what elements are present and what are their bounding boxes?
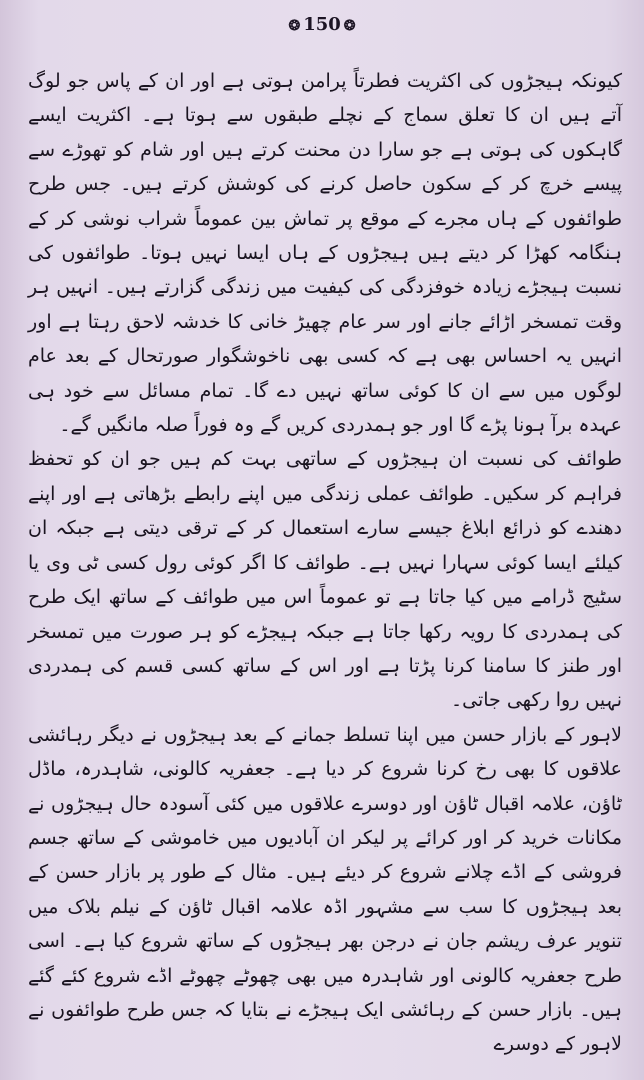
ornament-right-icon: ❂	[343, 18, 356, 34]
body-text	[28, 64, 622, 1062]
page-number	[0, 14, 644, 35]
paragraph-2: طوائف کی نسبت ان ہیجڑوں کے ساتھی بہت کم ہیں جو ان کو تحفظ فراہم کر سکیں۔ طوائف عملی زندگی میں اپنے رابطے بڑھاتی ہے اور اپنے دھندے کو ذرائع ابلاغ جیسے سارے استعمال کر کے ترقی دیتی ہے جبکہ ان کیلئے ایسا کوئی سہارا نہیں ہے۔ طوائف کا اگر کوئی رول کسی ٹی وی یا سٹیج ڈرامے میں کیا جاتا ہے تو عموماً اس میں طوائف کے ساتھ ایک طرح کی ہمدردی کا رویہ رکھا جاتا ہے جبکہ ہیجڑے کو ہر صورت میں تمسخر اور طنز کا سامنا کرنا پڑتا ہے اور اس کے ساتھ کسی قسم کی ہمدردی نہیں روا رکھی جاتی۔	[28, 448, 622, 712]
ornament-left-icon: ❂	[288, 18, 301, 34]
paragraph-3: لاہور کے بازار حسن میں اپنا تسلط جمانے کے بعد ہیجڑوں نے دیگر رہائشی علاقوں کا بھی رخ کرنا شروع کر دیا ہے۔ جعفریہ کالونی، شاہدرہ، ماڈل ٹاؤن، علامہ اقبال ٹاؤن اور دوسرے علاقوں میں کئی آسودہ حال ہیجڑوں نے مکانات خرید کر اور کرائے پر لیکر ان آبادیوں میں خاموشی کے ساتھ جسم فروشی کے اڈے چلانے شروع کر دیئے ہیں۔ مثال کے طور پر بازار حسن کے بعد ہیجڑوں کا سب سے مشہور اڈہ علامہ اقبال ٹاؤن کے نیلم بلاک میں تنویر عرف ریشم جان نے درجن بھر ہیجڑوں کے ساتھ شروع کیا ہے۔ اسی طرح جعفریہ کالونی اور شاہدرہ میں بھی چھوٹے چھوٹے اڈے شروع کئے گئے ہیں۔ بازار حسن کے رہائشی ایک ہیجڑے نے بتایا کہ جس طرح طوائفوں نے لاہور کے دوسرے	[28, 723, 622, 1056]
paragraph-1: کیونکہ ہیجڑوں کی اکثریت فطرتاً پرامن ہوتی ہے اور ان کے پاس جو لوگ آتے ہیں ان کا تعلق سماج کے نچلے طبقوں سے ہوتا ہے۔ اکثریت ایسے گاہکوں کی ہوتی ہے جو سارا دن محنت کرتے ہیں اور شام کو تھوڑے سے پیسے خرچ کر کے سکون حاصل کرنے کی کوشش کرتے ہیں۔ جس طرح طوائفوں کے ہاں مجرے کے موقع پر تماش بین عموماً شراب نوشی کر کے ہنگامہ کھڑا کر دیتے ہیں ہیجڑوں کے ہاں ایسا نہیں ہوتا۔ طوائفوں کی نسبت ہیجڑے زیادہ خوفزدگی کی کیفیت میں زندگی گزارتے ہیں۔ انہیں ہر وقت تمسخر اڑائے جانے اور سر عام چھیڑ خانی کا خدشہ لاحق رہتا ہے اور انہیں یہ احساس بھی ہے کہ کسی بھی ناخوشگوار صورتحال کے بعد عام لوگوں میں سے ان کا کوئی ساتھ نہیں دے گا۔ تمام مسائل سے خود ہی عہدہ برآ ہونا پڑے گا اور جو ہمدردی کریں گے وہ فوراً صلہ مانگیں گے۔	[28, 70, 622, 437]
page-number-value: 150	[303, 14, 341, 35]
